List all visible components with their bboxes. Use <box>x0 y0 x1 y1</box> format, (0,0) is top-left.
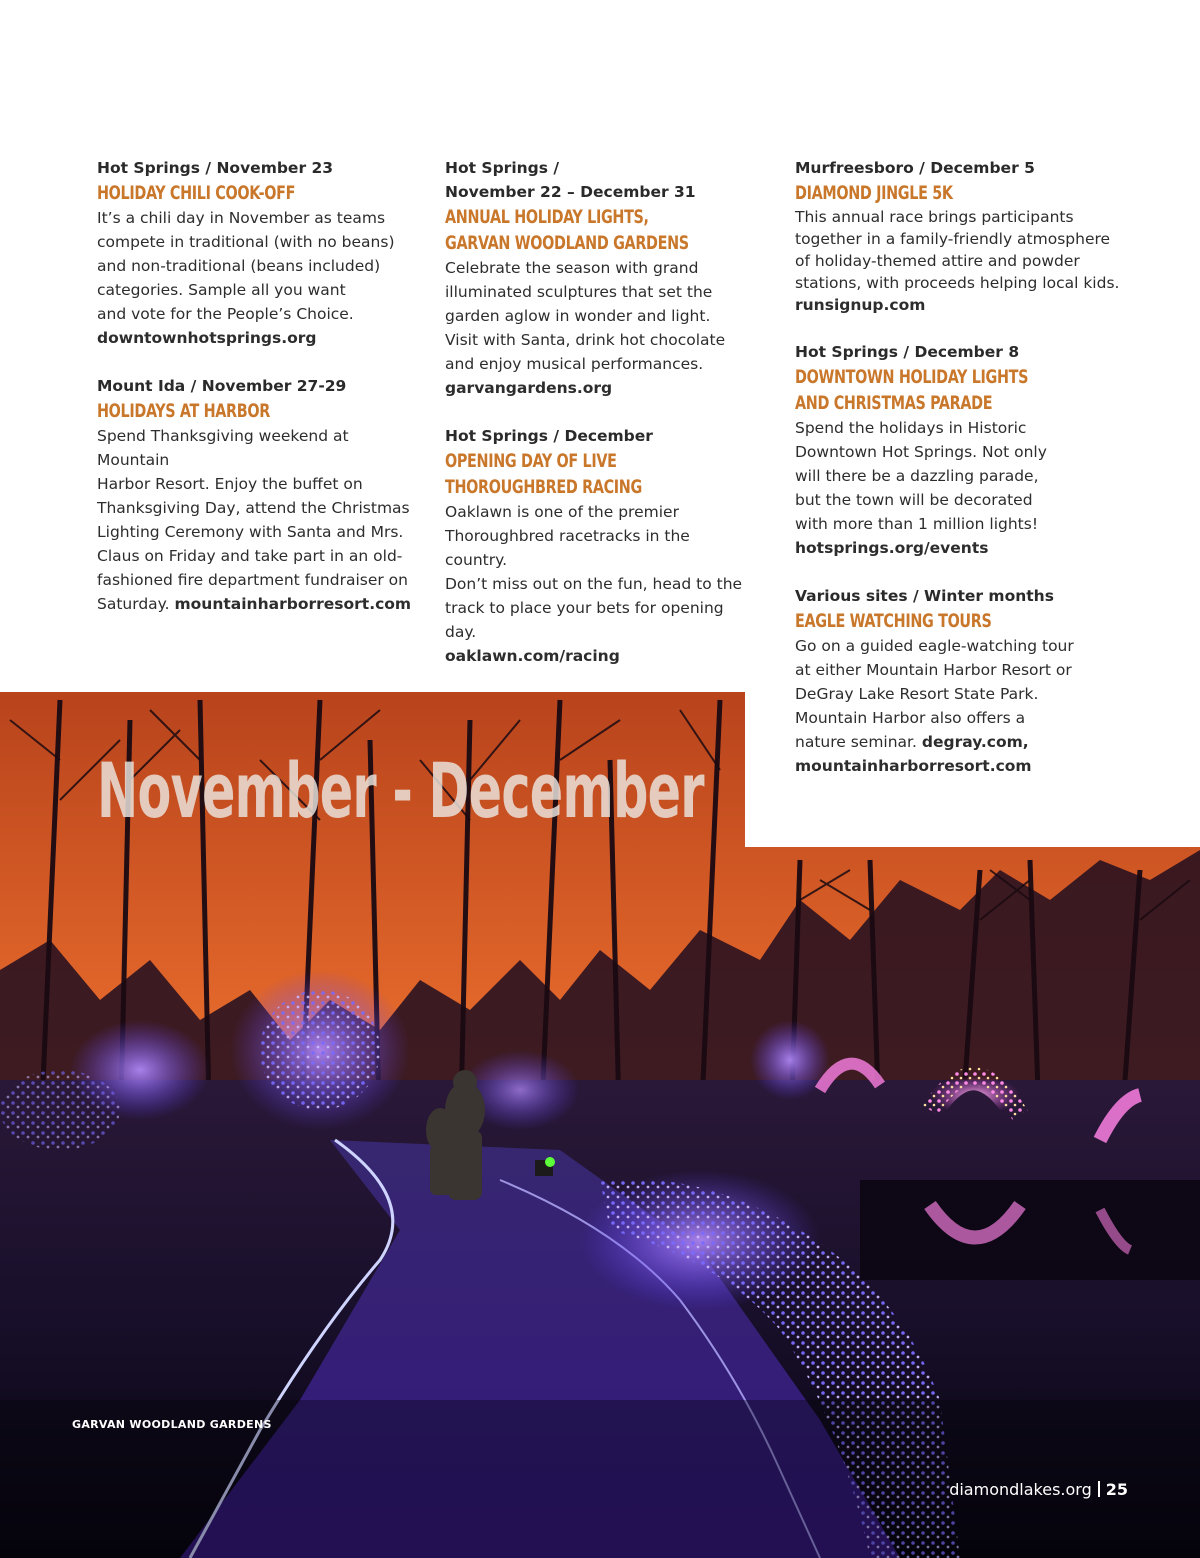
desc-line: Go on a guided eagle-watching tour <box>795 637 1074 655</box>
desc-line: fashioned fire department fundraiser on <box>97 571 408 589</box>
event-link[interactable]: runsignup.com <box>795 296 926 314</box>
event-opening-day-racing <box>445 424 755 668</box>
title-line: GARVAN WOODLAND GARDENS <box>445 232 689 254</box>
title-line: OPENING DAY OF LIVE <box>445 450 617 472</box>
where-line: Hot Springs / <box>445 159 560 177</box>
event-description <box>445 500 755 668</box>
event-location-date: Various sites / Winter months <box>795 587 1054 605</box>
event-location-date <box>445 156 755 204</box>
desc-line: DeGray Lake Resort State Park. <box>795 685 1039 703</box>
desc-line: It’s a chili day in November as teams <box>97 209 386 227</box>
desc-line: Spend Thanksgiving weekend at Mountain <box>97 427 349 469</box>
events-column-2 <box>445 156 755 692</box>
desc-line: Don’t miss out on the fun, head to the <box>445 575 743 593</box>
event-location-date: Mount Ida / November 27-29 <box>97 377 347 395</box>
desc-line: Spend the holidays in Historic <box>795 419 1027 437</box>
event-description <box>97 424 417 616</box>
event-chili-cookoff <box>97 156 417 350</box>
event-link[interactable]: hotsprings.org/events <box>795 539 989 557</box>
desc-line: will there be a dazzling parade, <box>795 467 1039 485</box>
event-link[interactable]: oaklawn.com/racing <box>445 647 620 665</box>
event-link[interactable]: garvangardens.org <box>445 379 613 397</box>
desc-line: and non-traditional (beans included) <box>97 257 381 275</box>
event-holidays-at-harbor <box>97 374 417 616</box>
event-title <box>445 448 705 500</box>
event-link[interactable]: mountainharborresort.com <box>174 595 412 613</box>
event-title: DIAMOND JINGLE 5K <box>795 182 953 204</box>
event-location-date: Murfreesboro / December 5 <box>795 159 1035 177</box>
event-link[interactable]: downtownhotsprings.org <box>97 329 317 347</box>
event-link[interactable]: degray.com, <box>921 733 1029 751</box>
footer-separator <box>1098 1481 1100 1497</box>
desc-line: of holiday-themed attire and powder <box>795 252 1080 270</box>
desc-line: Oaklawn is one of the premier <box>445 503 679 521</box>
title-line: AND CHRISTMAS PARADE <box>795 392 993 414</box>
desc-line: at either Mountain Harbor Resort or <box>795 661 1072 679</box>
desc-line: Downtown Hot Springs. Not only <box>795 443 1047 461</box>
event-title: EAGLE WATCHING TOURS <box>795 610 992 632</box>
event-title <box>445 204 705 256</box>
event-location-date: Hot Springs / December 8 <box>795 343 1020 361</box>
desc-line: Mountain Harbor also offers a <box>795 709 1026 727</box>
desc-line: Harbor Resort. Enjoy the buffet on <box>97 475 363 493</box>
event-eagle-watching <box>795 584 1125 778</box>
desc-line: but the town will be decorated <box>795 491 1033 509</box>
photo-caption: GARVAN WOODLAND GARDENS <box>72 1418 272 1431</box>
title-line: DOWNTOWN HOLIDAY LIGHTS <box>795 366 1029 388</box>
event-link[interactable]: mountainharborresort.com <box>795 757 1032 775</box>
event-description <box>97 206 417 350</box>
page-footer <box>949 1480 1128 1499</box>
event-description <box>795 634 1125 778</box>
page-title: November - December <box>97 746 704 835</box>
event-title: HOLIDAY CHILI COOK-OFF <box>97 182 296 204</box>
desc-line: Saturday. <box>97 595 175 613</box>
events-column-1 <box>97 156 417 640</box>
event-location-date: Hot Springs / December <box>445 427 653 445</box>
desc-line: and enjoy musical performances. <box>445 355 704 373</box>
desc-line: stations, with proceeds helping local kids. <box>795 274 1120 292</box>
title-line: ANNUAL HOLIDAY LIGHTS, <box>445 206 649 228</box>
desc-line: together in a family-friendly atmosphere <box>795 230 1111 248</box>
desc-line: Visit with Santa, drink hot chocolate <box>445 331 726 349</box>
desc-line: garden aglow in wonder and light. <box>445 307 711 325</box>
desc-line: categories. Sample all you want <box>97 281 346 299</box>
desc-line: Celebrate the season with grand <box>445 259 699 277</box>
event-description <box>445 256 755 400</box>
event-title <box>795 364 1072 416</box>
page-number: 25 <box>1105 1480 1128 1499</box>
desc-line: Lighting Ceremony with Santa and Mrs. <box>97 523 404 541</box>
event-title: HOLIDAYS AT HARBOR <box>97 400 270 422</box>
event-diamond-jingle-5k <box>795 156 1125 316</box>
desc-line: Thoroughbred racetracks in the country. <box>445 527 690 569</box>
desc-line: track to place your bets for opening day. <box>445 599 724 641</box>
title-line: THOROUGHBRED RACING <box>445 476 642 498</box>
desc-line: Thanksgiving Day, attend the Christmas <box>97 499 410 517</box>
desc-line: and vote for the People’s Choice. <box>97 305 354 323</box>
event-description <box>795 416 1125 560</box>
event-location-date: Hot Springs / November 23 <box>97 159 334 177</box>
event-description <box>795 206 1125 316</box>
desc-line: Claus on Friday and take part in an old- <box>97 547 403 565</box>
footer-site-link[interactable]: diamondlakes.org <box>949 1480 1092 1499</box>
desc-line: compete in traditional (with no beans) <box>97 233 395 251</box>
event-downtown-holiday-lights <box>795 340 1125 560</box>
where-line: November 22 – December 31 <box>445 183 696 201</box>
desc-line: illuminated sculptures that set the <box>445 283 713 301</box>
event-annual-holiday-lights <box>445 156 755 400</box>
desc-line: nature seminar. <box>795 733 922 751</box>
desc-line: This annual race brings participants <box>795 208 1074 226</box>
desc-line: with more than 1 million lights! <box>795 515 1039 533</box>
events-column-3 <box>795 156 1125 802</box>
